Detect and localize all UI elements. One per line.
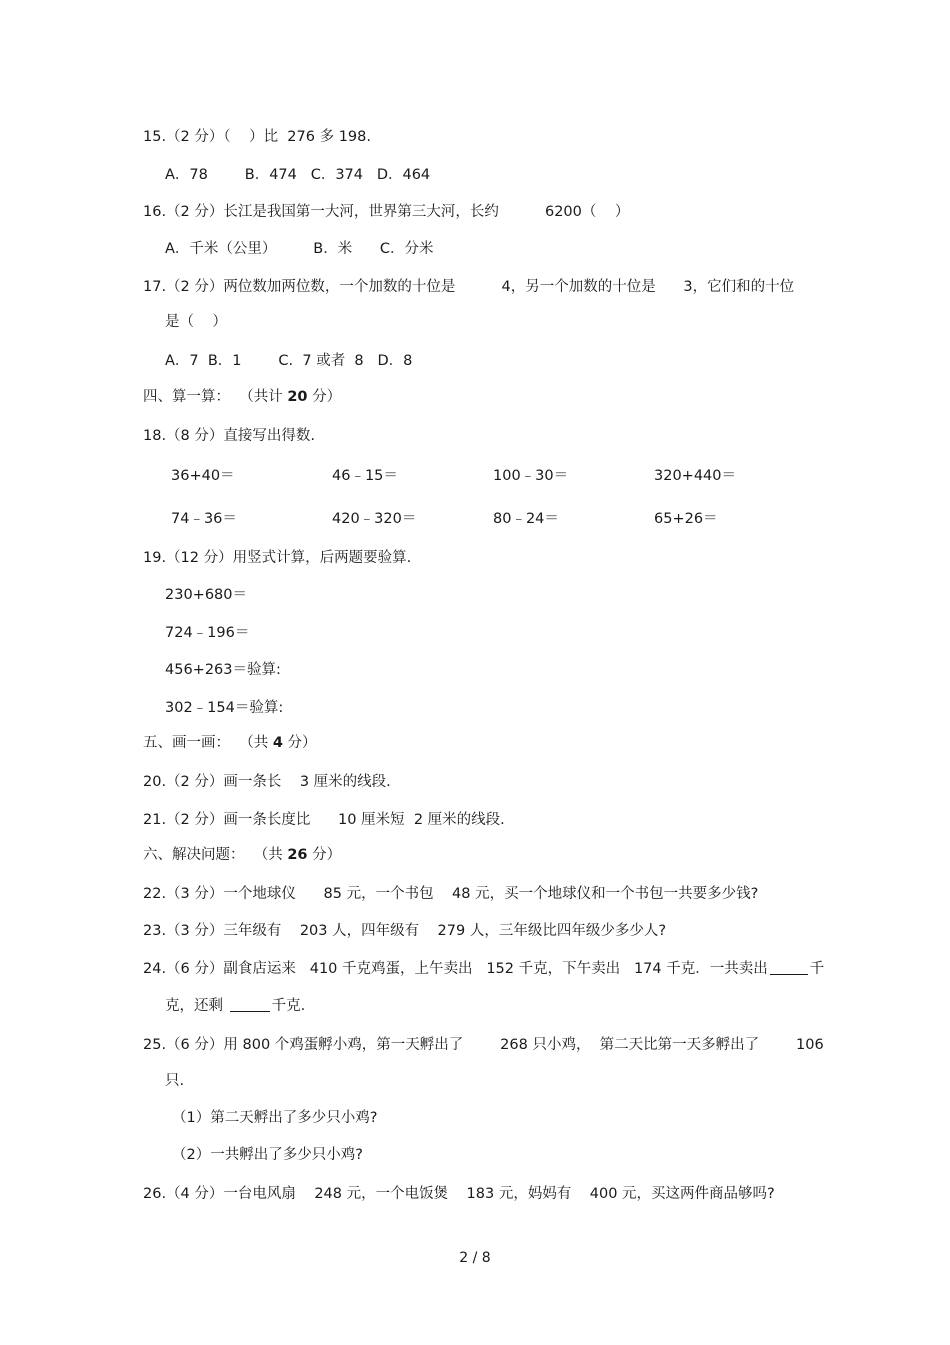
q17-options: A．7 B．1 C. 7 或者 8 D．8 xyxy=(165,353,413,369)
q19-item: 302﹣154＝验算: xyxy=(165,700,284,716)
q17-text-continued: 是（ ） xyxy=(165,314,227,330)
section-6-heading: 六、解决问题： （共 26 分） xyxy=(143,847,342,863)
q25-text-continued: 只. xyxy=(165,1073,185,1089)
q16-text: 16.（2 分）长江是我国第一大河，世界第三大河，长约 6200（ ） xyxy=(143,204,630,220)
q18-item: 65+26＝ xyxy=(654,511,718,527)
q18-text: 18.（8 分）直接写出得数. xyxy=(143,428,316,444)
q18-item: 320+440＝ xyxy=(654,468,737,484)
section-5-heading: 五、画一画： （共 4 分） xyxy=(143,735,317,751)
q20-text: 20.（2 分）画一条长 3 厘米的线段. xyxy=(143,774,391,790)
q24-text: 24.（6 分）副食店运来 410 千克鸡蛋，上午卖出 152 千克，下午卖出 174 千克．一共卖出 千 xyxy=(143,961,825,977)
q25-text: 25.（6 分）用 800 个鸡蛋孵小鸡，第一天孵出了 268 只小鸡， 第二天比第一天多孵出了 106 xyxy=(143,1037,824,1053)
q25-sub-question: （2）一共孵出了多少只小鸡? xyxy=(172,1147,363,1163)
q18-item: 80﹣24＝ xyxy=(493,511,559,527)
q24-text-continued: 克，还剩 千克. xyxy=(165,998,306,1014)
q18-item: 46﹣15＝ xyxy=(332,468,398,484)
q16-options: A．千米（公里） B．米 C．分米 xyxy=(165,241,434,257)
q19-text: 19.（12 分）用竖式计算，后两题要验算. xyxy=(143,550,412,566)
section-4-heading: 四、算一算： （共计 20 分） xyxy=(143,389,342,405)
answer-blank[interactable] xyxy=(770,960,808,975)
q18-item: 36+40＝ xyxy=(171,468,235,484)
page-number: 2 / 8 xyxy=(459,1250,491,1266)
q26-text: 26.（4 分）一台电风扇 248 元，一个电饭煲 183 元，妈妈有 400 元，买这两件商品够吗? xyxy=(143,1186,775,1202)
q18-item: 100﹣30＝ xyxy=(493,468,569,484)
q19-item: 724﹣196＝ xyxy=(165,625,250,641)
q25-sub-question: （1）第二天孵出了多少只小鸡? xyxy=(172,1110,378,1126)
q22-text: 22.（3 分）一个地球仪 85 元，一个书包 48 元，买一个地球仪和一个书包一共要多少钱? xyxy=(143,886,759,902)
q15-options: A．78 B．474 C．374 D．464 xyxy=(165,167,431,183)
answer-blank[interactable] xyxy=(230,997,270,1012)
q18-item: 74﹣36＝ xyxy=(171,511,237,527)
q18-item: 420﹣320＝ xyxy=(332,511,417,527)
q23-text: 23.（3 分）三年级有 203 人，四年级有 279 人，三年级比四年级少多少人? xyxy=(143,923,667,939)
q19-item: 230+680＝ xyxy=(165,587,248,603)
q15-text: 15.（2 分）（ ）比 276 多 198. xyxy=(143,129,371,145)
q21-text: 21.（2 分）画一条长度比 10 厘米短 2 厘米的线段. xyxy=(143,812,505,828)
q17-text: 17.（2 分）两位数加两位数，一个加数的十位是 4，另一个加数的十位是 3，它们和的十位 xyxy=(143,279,795,295)
q19-item: 456+263＝验算: xyxy=(165,662,281,678)
